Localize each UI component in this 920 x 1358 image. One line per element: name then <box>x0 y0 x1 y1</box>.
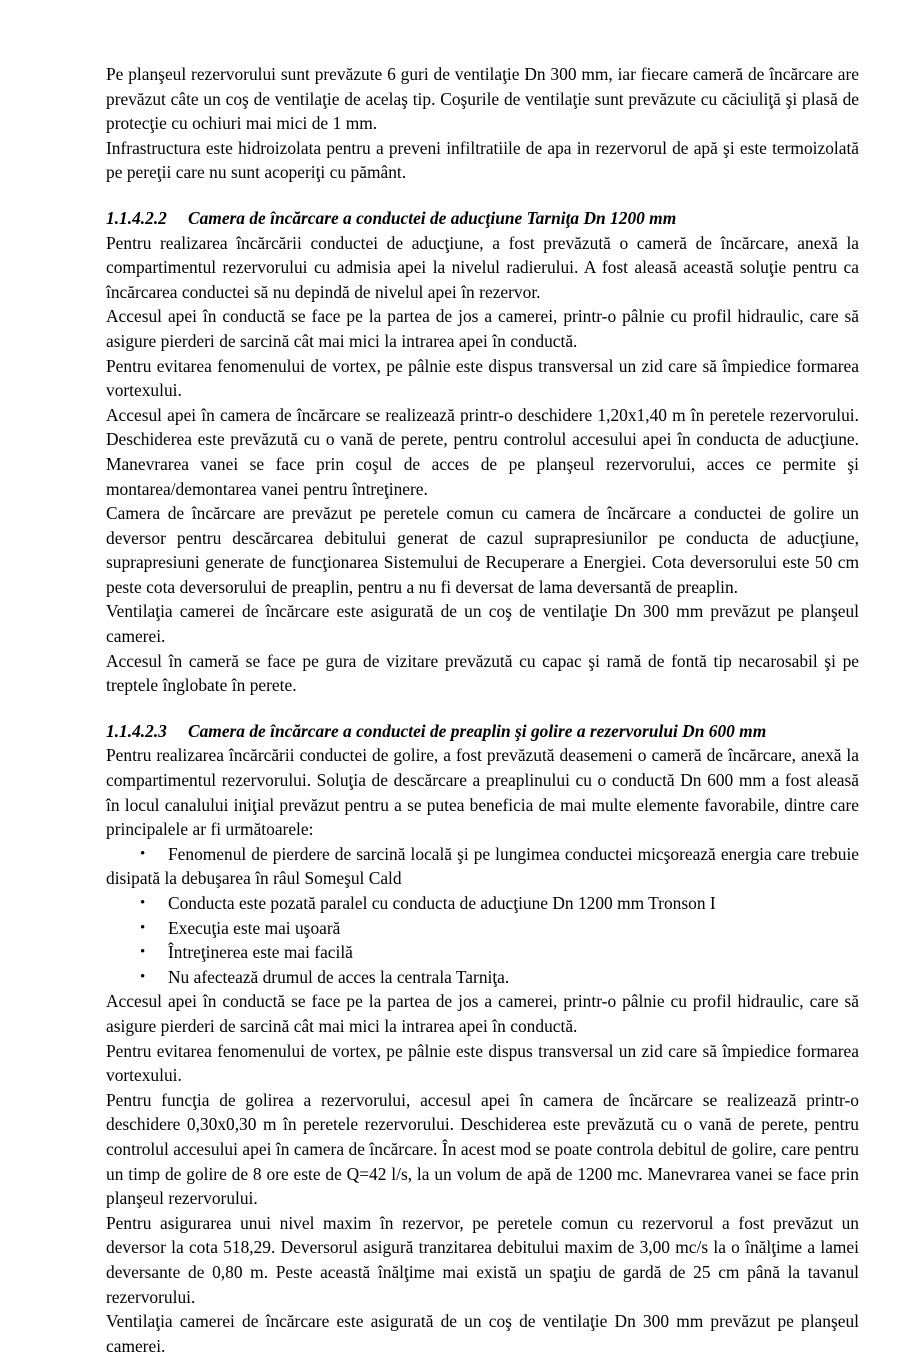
paragraph-s1-6: Ventilaţia camerei de încărcare este asigurată de un coş de ventilaţie Dn 300 mm prevăzut pe planşeul camerei. <box>106 601 859 647</box>
list-item <box>106 965 859 990</box>
list-item-label: Întreţinerea este mai facilă <box>168 942 353 963</box>
list-item-label: Fenomenul de pierdere de sarcină locală şi pe lungimea conductei micşorează energia care trebuie disipată la debuşarea în râul Someşul Cald <box>106 843 859 889</box>
section-heading-1-number: 1.1.4.2.2 <box>106 207 167 228</box>
paragraph-s1-3: Pentru evitarea fenomenului de vortex, pe pâlnie este dispus transversal un zid care să împiedice formarea vortexului. <box>106 355 859 401</box>
list-item <box>106 842 859 891</box>
section-heading-2-title: Camera de încărcare a conductei de preaplin şi golire a rezervorului Dn 600 mm <box>188 720 767 741</box>
bullet-list <box>106 842 859 990</box>
paragraph-s1-4: Accesul apei în camera de încărcare se realizează printr-o deschidere 1,20x1,40 m în peretele rezervorului. Deschiderea este prevăzută cu o vană de perete, pentru controlul accesului apei în conducta de aducţiune. Manevrarea vanei se face prin coşul de acces de pe planşeul rezervorului, acces ce permite şi montarea/demontarea vanei pentru întreţinere. <box>106 404 859 499</box>
paragraph-s2-4: Pentru funcţia de golirea a rezervorului, accesul apei în camera de încărcare se realizează printr-o deschidere 0,30x0,30 m în peretele rezervorului. Deschiderea este prevăzută cu o vană de perete, pentru controlul accesului apei în camera de încărcare. În acest mod se poate controla debitul de golire, care pentru un timp de golire de 8 ore este de Q=42 l/s, la un volum de apă de 1200 mc. Manevrarea vanei se face prin planşeul rezervorului. <box>106 1089 859 1209</box>
paragraph-intro-1: Pe planşeul rezervorului sunt prevăzute 6 guri de ventilaţie Dn 300 mm, iar fiecare cameră de încărcare are prevăzut câte un coş de ventilaţie de acelaş tip. Coşurile de ventilaţie sunt prevăzute cu căciuliţă şi plasă de protecţie cu ochiuri mai mici de 1 mm. <box>106 64 859 134</box>
paragraph-intro-2: Infrastructura este hidroizolata pentru a preveni infiltratiile de apa in rezervorul de apă şi este termoizolată pe pereţii care nu sunt acoperiţi cu pământ. <box>106 137 859 183</box>
paragraph-s2-6: Ventilaţia camerei de încărcare este asigurată de un coş de ventilaţie Dn 300 mm prevăzut pe planşeul camerei. <box>106 1311 859 1356</box>
list-item <box>106 916 859 941</box>
bullet-point-icon: • <box>140 944 146 961</box>
section-heading-1-title: Camera de încărcare a conductei de aducţiune Tarniţa Dn 1200 mm <box>188 207 677 228</box>
list-item-label: Execuţia este mai uşoară <box>168 917 341 938</box>
paragraph-s1-5: Camera de încărcare are prevăzut pe peretele comun cu camera de încărcare a conductei de golire un deversor pentru descărcarea debitului generat de cazul suprapresiunilor pe conducta de aducţiune, suprapresiuni generate de funcţionarea Sistemului de Recuperare a Energiei. Cota deversorului este 50 cm peste cota deversorului de preaplin, pentru a nu fi deversat de lama deversantă de preaplin. <box>106 503 859 597</box>
bullet-point-icon: • <box>140 895 146 911</box>
bullet-point-icon: • <box>140 968 146 985</box>
paragraph-s2-2: Accesul apei în conductă se face pe la partea de jos a camerei, printr-o pâlnie cu profil hidraulic, care să asigure pierderi de sarcină cât mai mici la intrarea apei în conductă. <box>106 991 859 1036</box>
section-heading-1 <box>106 206 859 231</box>
heading-spacer <box>106 698 859 719</box>
bullet-point-icon: • <box>140 845 146 862</box>
paragraph-s2-3: Pentru evitarea fenomenului de vortex, pe pâlnie este dispus transversal un zid care să împiedice formarea vortexului. <box>106 1040 859 1086</box>
document-body <box>106 62 859 1358</box>
section-heading-2-number: 1.1.4.2.3 <box>106 720 167 741</box>
section-heading-2 <box>106 719 859 744</box>
paragraph-s1-1: Pentru realizarea încărcării conductei de aducţiune, a fost prevăzută o cameră de încărcare, anexă la compartimentul rezervorului cu admisia apei la nivelul radierului. A fost aleasă această soluţie pentru ca încărcarea conductei să nu depindă de nivelul apei în rezervor. <box>106 232 859 302</box>
list-item-label: Nu afectează drumul de acces la centrala Tarniţa. <box>168 966 510 987</box>
list-item <box>106 940 859 965</box>
paragraph-s2-5: Pentru asigurarea unui nivel maxim în rezervor, pe peretele comun cu rezervorul a fost prevăzut un deversor la cota 518,29. Deversorul asigură tranzitarea debitului maxim de 3,00 mc/s la o înălţime a lamei deversante de 0,80 m. Peste această înălţime mai există un spaţiu de gardă de 25 cm până la tavanul rezervorului. <box>106 1212 859 1307</box>
paragraph-s1-2: Accesul apei în conductă se face pe la partea de jos a camerei, printr-o pâlnie cu profil hidraulic, care să asigure pierderi de sarcină cât mai mici la intrarea apei în conductă. <box>106 306 859 351</box>
bullet-point-icon: • <box>140 919 146 936</box>
paragraph-s2-1: Pentru realizarea încărcării conductei de golire, a fost prevăzută deasemeni o cameră de încărcare, anexă la compartimentul rezervorului. Soluţia de descărcare a preaplinului cu o conductă Dn 600 mm a fost aleasă în locul canalului iniţial prevăzut pentru a se putea beneficia de mai multe elemente favorabile, dintre care principalele ar fi următoarele: <box>106 745 859 840</box>
list-item <box>106 891 859 916</box>
list-item-label: Conducta este pozată paralel cu conducta de aducţiune Dn 1200 mm Tronson I <box>168 893 716 913</box>
paragraph-s1-7: Accesul în cameră se face pe gura de vizitare prevăzută cu capac şi ramă de fontă tip necarosabil şi pe treptele înglobate în perete. <box>106 650 859 696</box>
heading-spacer <box>106 185 859 206</box>
